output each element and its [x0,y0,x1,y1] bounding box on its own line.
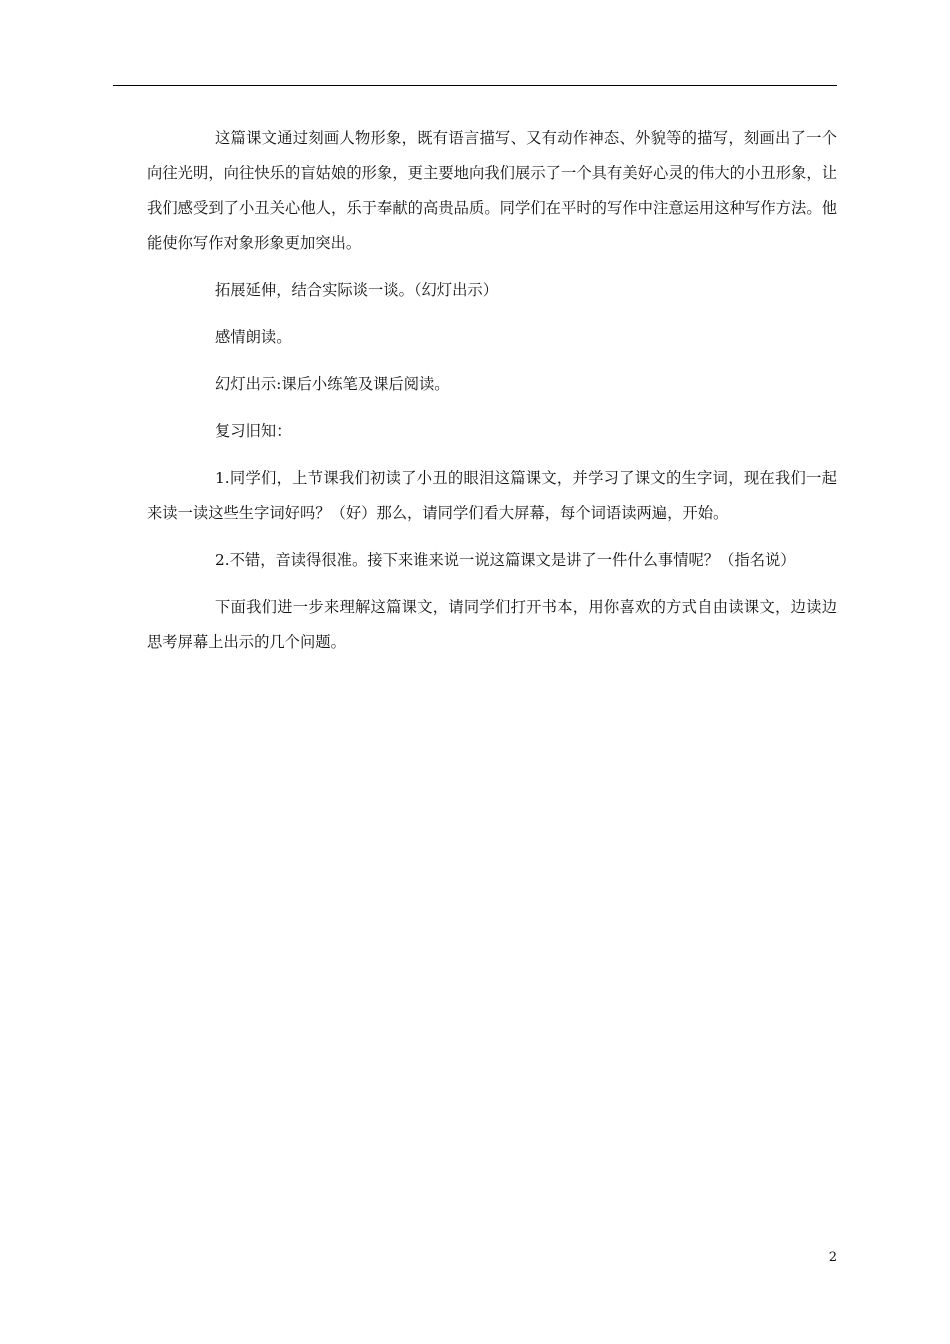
paragraph-instruction: 下面我们进一步来理解这篇课文，请同学们打开书本，用你喜欢的方式自由读课文，边读边思考屏幕上出示的几个问题。 [147,598,837,651]
paragraph-review-heading: 复习旧知： [215,422,292,440]
paragraph-step-1: 1.同学们，上节课我们初读了小丑的眼泪这篇课文，并学习了课文的生字词，现在我们一起来读一读这些生字词好吗？（好）那么，请同学们看大屏幕，每个词语读两遍，开始。 [147,469,837,522]
paragraph-reading: 感情朗读。 [215,328,292,346]
page-number: 2 [828,1250,837,1265]
header-rule [113,85,837,86]
paragraph-slide: 幻灯出示:课后小练笔及课后阅读。 [215,375,450,393]
paragraph-summary: 这篇课文通过刻画人物形象，既有语言描写、又有动作神态、外貌等的描写，刻画出了一个向往光明，向往快乐的盲姑娘的形象，更主要地向我们展示了一个具有美好心灵的伟大的小丑形象，让我们感受到了小丑关心他人，乐于奉献的高贵品质。同学们在平时的写作中注意运用这种写作方法。他能使你写作对象形象更加突出。 [147,129,837,252]
paragraph-step-2: 2.不错，音读得很准。接下来谁来说一说这篇课文是讲了一件什么事情呢？（指名说） [215,551,796,569]
paragraph-extension: 拓展延伸，结合实际谈一谈。（幻灯出示） [215,281,498,299]
body-text [147,121,837,672]
